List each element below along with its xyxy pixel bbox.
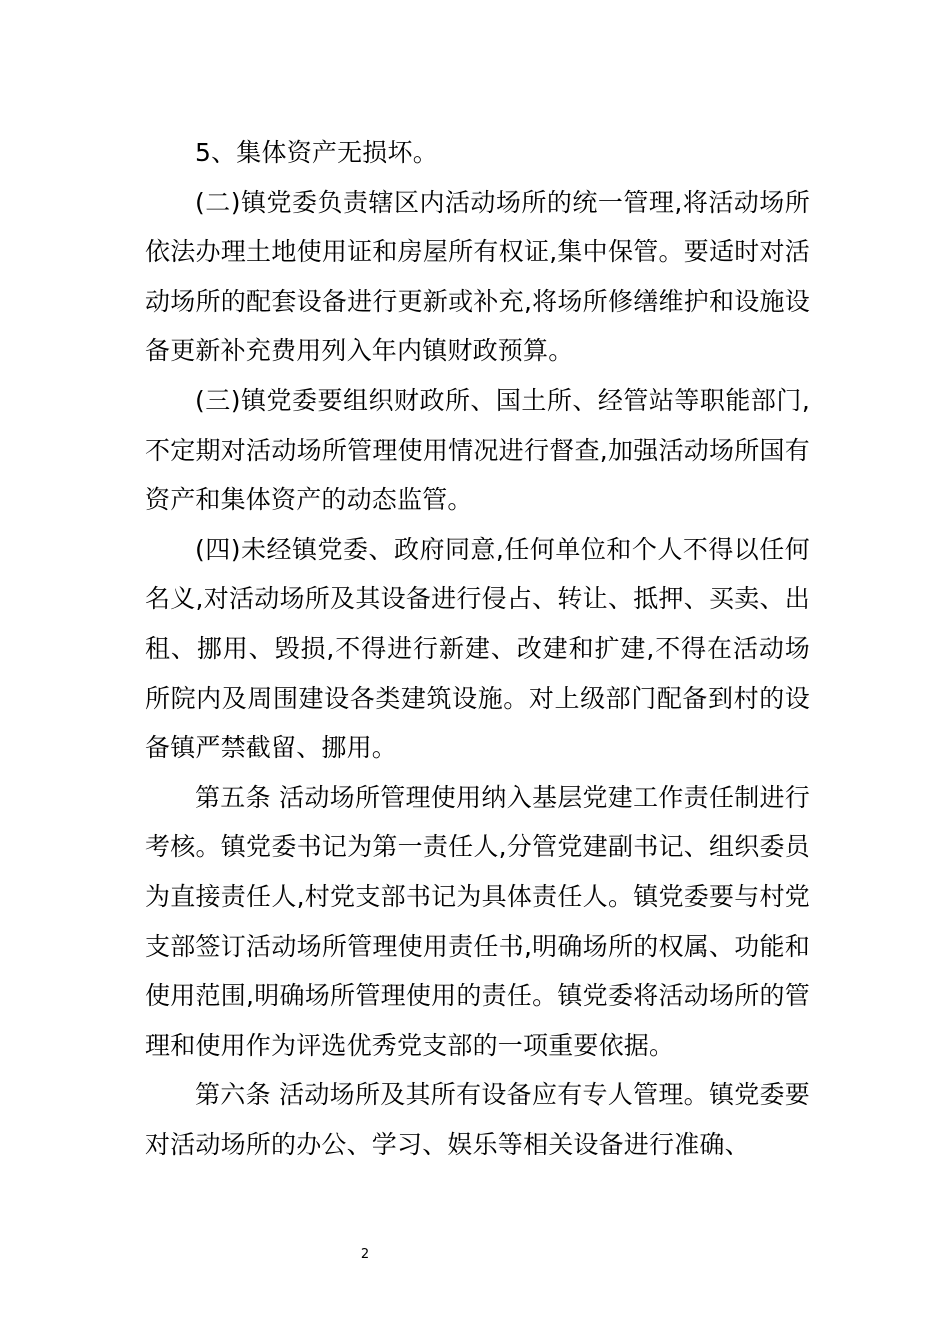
document-body [145, 128, 810, 1169]
page-number: 2 [360, 1247, 370, 1262]
paragraph-article-6: 第六条 活动场所及其所有设备应有专人管理。镇党委要对活动场所的办公、学习、娱乐等相关设备进行准确、 [145, 1080, 810, 1159]
paragraph-article-5: 第五条 活动场所管理使用纳入基层党建工作责任制进行考核。镇党委书记为第一责任人,分管党建副书记、组织委员为直接责任人,村党支部书记为具体责任人。镇党委要与村党支部签订活动场所管理使用责任书,明确场所的权属、功能和使用范围,明确场所管理使用的责任。镇党委将活动场所的管理和使用作为评选优秀党支部的一项重要依据。 [145, 782, 810, 1060]
paragraph-section-2: (二)镇党委负责辖区内活动场所的统一管理,将活动场所依法办理土地使用证和房屋所有权证,集中保管。要适时对活动场所的配套设备进行更新或补充,将场所修缮维护和设施设备更新补充费用列入年内镇财政预算。 [145, 187, 810, 366]
paragraph-item-5: 5、集体资产无损坏。 [195, 138, 438, 167]
paragraph-section-3: (三)镇党委要组织财政所、国土所、经管站等职能部门,不定期对活动场所管理使用情况进行督查,加强活动场所国有资产和集体资产的动态监管。 [145, 385, 810, 515]
paragraph-section-4: (四)未经镇党委、政府同意,任何单位和个人不得以任何名义,对活动场所及其设备进行侵占、转让、抵押、买卖、出租、挪用、毁损,不得进行新建、改建和扩建,不得在活动场所院内及周围建设各类建筑设施。对上级部门配备到村的设备镇严禁截留、挪用。 [145, 534, 810, 763]
